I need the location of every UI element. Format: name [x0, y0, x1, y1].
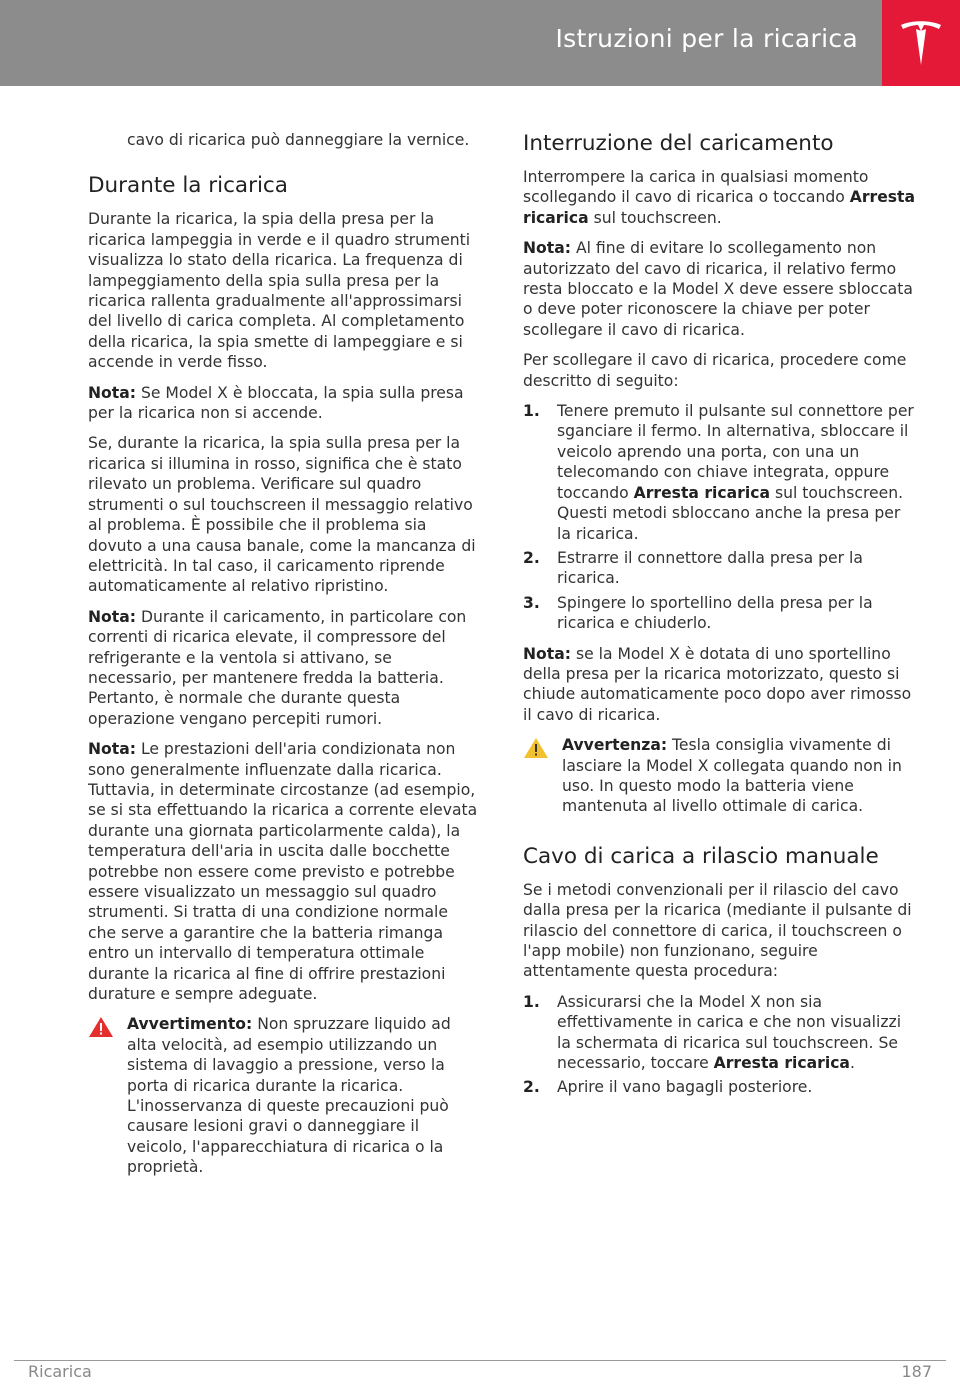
caution-text: Tesla consiglia vivamente di lasciare la Model X collegata quando non in uso. In questo modo la batteria viene mantenuta al livello ottimale di carica.	[562, 736, 902, 816]
paragraph-unplug-intro: Per scollegare il cavo di ricarica, procedere come descritto di seguito:	[523, 351, 907, 390]
note-text: Le prestazioni dell'aria condizionata non sono generalmente influenzate dalla ricarica. Tuttavia, in determinate circostanze (ad esempio, se si sta effettuando la ricarica a corrente elevata durante una giornata particolarmente calda), la temperatura dell'aria in uscita dalle bocchette potrebbe non essere come previsto e potrebbe essere visualizzato un messaggio sul quadro strumenti. Si tratta di una condizione normale che serve a garantire che la batteria rimanga entro un intervallo di temperatura ottimale durante la ricarica al fine di offrire prestazioni durature e sempre adeguate.	[88, 740, 478, 1004]
tesla-logo	[882, 0, 960, 86]
caution-label: Avvertenza:	[562, 736, 668, 755]
caution-content	[562, 735, 918, 817]
footer-section: Ricarica	[28, 1362, 92, 1381]
text-segment: sul touchscreen.	[593, 208, 722, 227]
step-text: sul touchscreen. Questi metodi sbloccano anche la presa per la ricarica.	[557, 483, 904, 543]
note-unlock	[523, 238, 918, 340]
footer-divider	[14, 1360, 946, 1361]
warning-label: Avvertimento:	[127, 1015, 253, 1034]
step-number: 2.	[523, 548, 540, 567]
step-text: Estrarre il connettore dalla presa per la ricarica.	[557, 548, 863, 588]
page-title: Istruzioni per la ricarica	[555, 24, 858, 53]
text-segment: Interrompere la carica in qualsiasi momento scollegando il cavo di ricarica o toccando	[523, 168, 869, 207]
note-text: Durante il caricamento, in particolare con correnti di ricarica elevate, il compressore del refrigerante e la ventola si attivano, se necessario, per mantenere fredda la batteria. Pertanto, è normale che durante questa operazione vengano percepiti rumori.	[88, 607, 467, 728]
heading-during-charging: Durante la ricarica	[88, 173, 288, 199]
warning-box	[88, 1014, 480, 1177]
intro-text: cavo di ricarica può danneggiare la vernice.	[127, 131, 470, 149]
step-number: 1.	[523, 402, 540, 421]
step-number: 1.	[523, 992, 540, 1011]
caution-box	[523, 735, 918, 817]
paragraph-manual-intro: Se i metodi convenzionali per il rilascio del cavo dalla presa per la ricarica (mediante il pulsante di rilascio del connettore di carica, il touchscreen o l'app mobile) non funzionano, seguire attentamente questa procedura:	[523, 880, 912, 981]
step-number: 3.	[523, 593, 540, 612]
heading-manual-release: Cavo di carica a rilascio manuale	[523, 843, 879, 869]
step-text: Spingere lo sportellino della presa per la ricarica e chiuderlo.	[557, 593, 873, 633]
caution-triangle-icon	[523, 737, 549, 759]
note-label: Nota:	[523, 644, 571, 663]
step-text: .	[849, 1054, 855, 1073]
tesla-logo-icon	[899, 19, 943, 67]
stop-charging-label: Arresta ricarica	[523, 188, 916, 227]
note-label: Nota:	[523, 239, 571, 258]
list-item	[523, 1077, 918, 1097]
step-text: Assicurarsi che la Model X non sia effettivamente in carica e che non visualizzi la schermata di ricarica sul touchscreen. Se necessario, toccare	[557, 992, 902, 1073]
unplug-steps	[523, 401, 918, 633]
warning-triangle-icon	[88, 1016, 114, 1038]
note-motorized-door	[523, 644, 918, 726]
note-text: se la Model X è dotata di uno sportellino della presa per la ricarica motorizzato, questo si chiude automaticamente poco dopo aver rimosso il cavo di ricarica.	[523, 644, 912, 724]
warning-text: Non spruzzare liquido ad alta velocità, ad esempio utilizzando un sistema di lavaggio a pressione, verso la porta di ricarica durante la ricarica. L'inosservanza di queste precauzioni può causare lesioni gravi o danneggiare il veicolo, l'apparecchiatura di ricarica o la proprietà.	[127, 1015, 451, 1177]
left-column	[88, 130, 480, 1188]
paragraph-stop-charging	[523, 167, 918, 228]
stop-charging-label: Arresta ricarica	[713, 1054, 850, 1073]
list-item	[523, 548, 918, 589]
note-label: Nota:	[88, 383, 136, 402]
step-text: Aprire il vano bagagli posteriore.	[557, 1078, 813, 1097]
page-header	[0, 0, 960, 86]
note-text: Se Model X è bloccata, la spia sulla presa per la ricarica non si accende.	[88, 383, 464, 423]
right-column	[523, 130, 918, 1108]
step-number: 2.	[523, 1078, 540, 1097]
note-air-conditioning	[88, 739, 480, 1004]
note-compressor	[88, 607, 480, 729]
step-text: Tenere premuto il pulsante sul connettore per sganciare il fermo. In alternativa, sbloccare il veicolo aprendo una porta, con una un telecomando con chiave integrata, oppure toccando	[557, 402, 914, 502]
paragraph-charging-light: Durante la ricarica, la spia della presa per la ricarica lampeggia in verde e il quadro strumenti visualizza lo stato della ricarica. La frequenza di lampeggiamento della spia sulla presa per la ricarica rallenta gradualmente all'approssimarsi del livello di carica completa. Al completamento della ricarica, la spia smette di lampeggiare e si accende in verde fisso.	[88, 210, 471, 372]
warning-content	[127, 1014, 480, 1177]
note-label: Nota:	[88, 607, 136, 626]
manual-release-steps	[523, 992, 918, 1098]
heading-stop-charging: Interruzione del caricamento	[523, 131, 834, 156]
note-label: Nota:	[88, 740, 136, 759]
note-text: Al fine di evitare lo scollegamento non autorizzato del cavo di ricarica, il relativo fermo resta bloccato e la Model X deve essere sbloccata o deve poter riconoscere la chiave per poter scollegare il cavo di ricarica.	[523, 239, 913, 339]
stop-charging-label: Arresta ricarica	[633, 483, 770, 502]
paragraph-red-light: Se, durante la ricarica, la spia sulla presa per la ricarica si illumina in rosso, significa che è stato rilevato un problema. Verificare sul quadro strumenti o sul touchscreen il messaggio relativo al problema. È possibile che il problema sia dovuto a una causa banale, come la mancanza di elettricità. In tal caso, il caricamento riprende automaticamente al relativo ripristino.	[88, 434, 476, 596]
page-number: 187	[901, 1362, 932, 1381]
list-item	[523, 401, 918, 544]
note-locked	[88, 383, 480, 424]
list-item	[523, 992, 918, 1074]
list-item	[523, 593, 918, 634]
